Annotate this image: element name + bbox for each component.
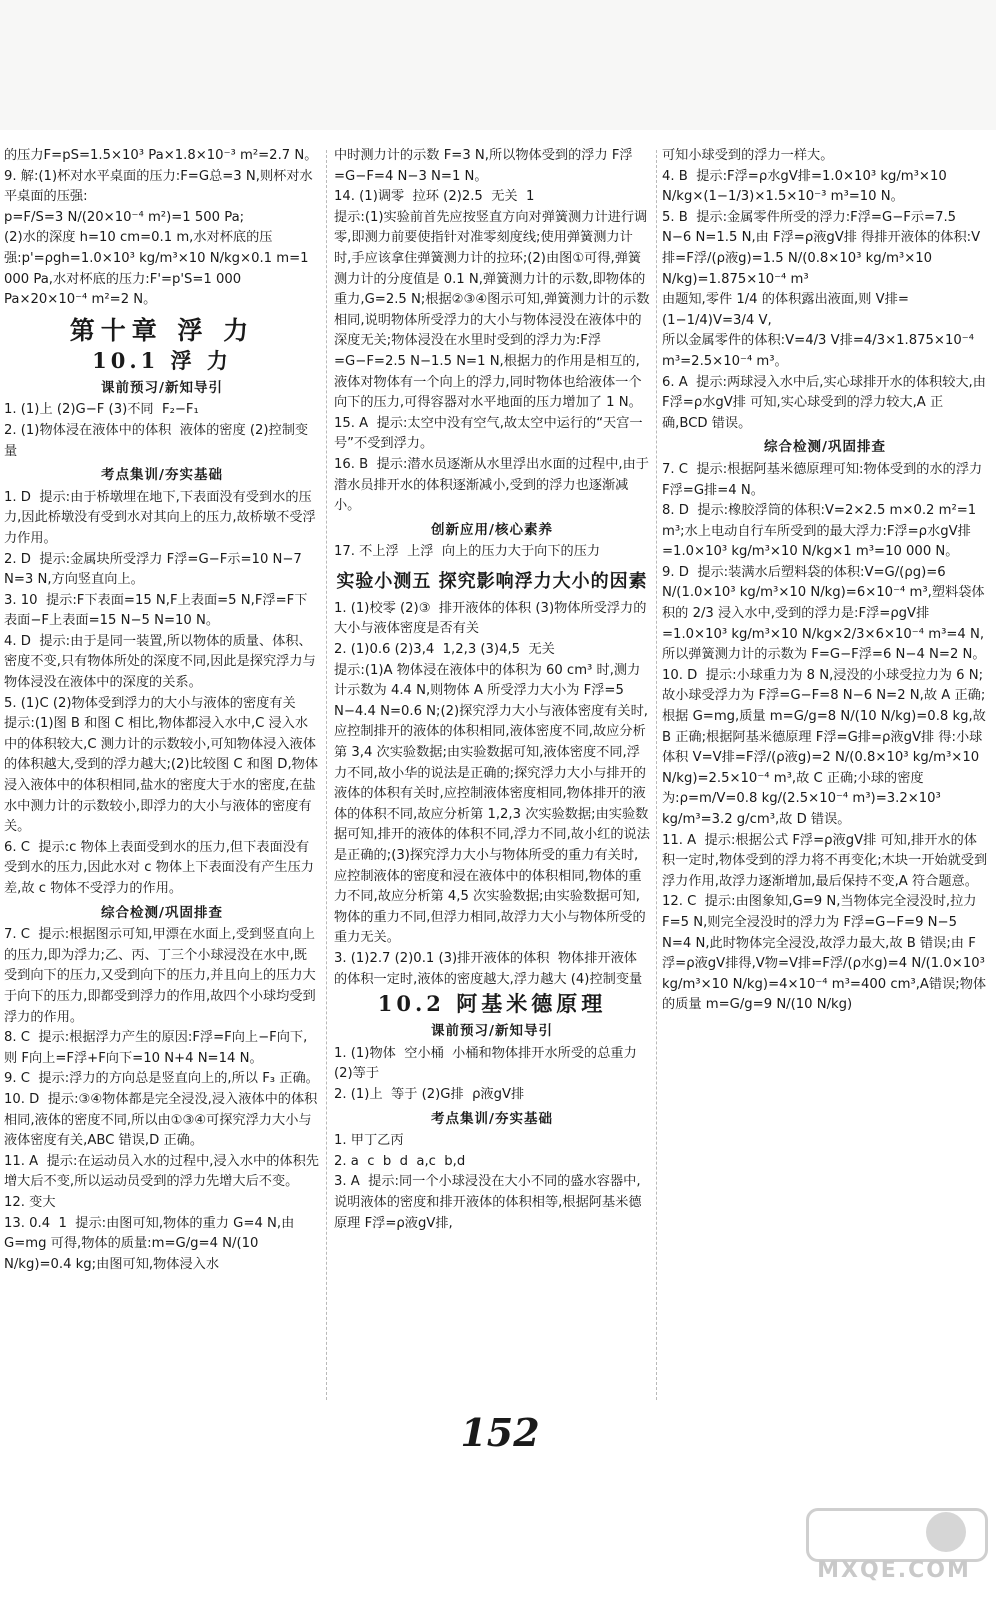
- answer-paragraph: 17. 不上浮 上浮 向上的压力大于向下的压力: [334, 544, 601, 560]
- section-title: 10.2 阿基米德原理: [377, 991, 607, 1017]
- subsection-heading: 综合检测/巩固排查: [764, 439, 886, 456]
- answer-paragraph: 1. (1)物体 空小桶 小桶和物体排开水所受的总重力 (2)等于: [334, 1045, 641, 1082]
- answer-paragraph: 3. A 提示:同一个小球浸没在大小不同的盛水容器中,说明液体的密度和排开液体的体积相等,根据阿基米德原理 F浮=ρ液gV排,: [334, 1174, 642, 1231]
- answer-paragraph: 中时测力计的示数 F=3 N,所以物体受到的浮力 F浮=G−F=4 N−3 N=1 N。: [334, 148, 633, 184]
- watermark-text: MXQE.COM: [817, 1558, 971, 1583]
- answer-paragraph: 所以金属零件的体积:V=4/3 V排=4/3×1.875×10⁻⁴ m³=2.5×10⁻⁴ m³。: [662, 333, 979, 369]
- answer-paragraph: 3. (1)2.7 (2)0.1 (3)排开液体的体积 物体排开液体的体积一定时,液体的密度越大,浮力越大 (4)控制变量: [334, 950, 643, 987]
- answer-paragraph: 12. C 提示:由图象知,G=9 N,当物体完全浸没时,拉力 F=5 N,则完全浸没时的浮力为 F浮=G−F=9 N−5 N=4 N,此时物体完全浸没,故浮力最大,故 B 错误;由 F浮=ρ液gV排得,V物=V排=F浮/(ρ水g)=4 N/(1.0×10³ kg/m³×10 N/kg)=4×10⁻⁴ m³=400 cm³,A错误;物体的质量 m=G/g=9 N/(10 N/kg): [662, 894, 990, 1013]
- subsection-heading: 综合检测/巩固排查: [101, 904, 223, 921]
- subsection-heading: 课前预习/新知导引: [101, 379, 223, 396]
- answer-paragraph: 9. 解:(1)杯对水平桌面的压力:F=G总=3 N,则杯对水平桌面的压强:: [4, 168, 313, 205]
- answer-paragraph: 5. (1)C (2)物体受到浮力的大小与液体的密度有关: [4, 695, 296, 711]
- answer-paragraph: 11. A 提示:在运动员入水的过程中,浸入水中的体积先增大后不变,所以运动员受到的浮力先增大后不变。: [4, 1153, 319, 1190]
- answer-paragraph: 2. (1)物体浸在液体中的体积 液体的密度 (2)控制变量: [4, 422, 309, 459]
- answer-paragraph: 10. D 提示:③④物体都是完全浸没,浸入液体中的体积相同,液体的密度不同,所以由①③④可探究浮力大小与液体密度有关,ABC 错误,D 正确。: [4, 1091, 318, 1149]
- experiment-title: 实验小测五 探究影响浮力大小的因素: [336, 570, 648, 592]
- answer-paragraph: 10. D 提示:小球重力为 8 N,浸没的小球受拉力为 6 N;故小球受浮力为 F浮=G−F=8 N−6 N=2 N,故 A 正确;根据 G=mg,质量 m=G/g=8 N/(10 N/kg)=0.8 kg,故 B 正确;根据阿基米德原理 F浮=G排=ρ液gV排 得:小球体积 V=V排=F浮/(ρ液g)=2 N/(0.8×10³ kg/m³×10 N/kg)=2.5×10⁻⁴ m³,故 C 正确;小球的密度为:ρ=m/V=0.8 kg/(2.5×10⁻⁴ m³)=3.2×10³ kg/m³=3.2 g/cm³,故 D 错误。: [662, 667, 991, 827]
- answer-paragraph: 4. B 提示:F浮=ρ水gV排=1.0×10³ kg/m³×10 N/kg×(1−1/3)×1.5×10⁻³ m³=10 N。: [662, 168, 951, 205]
- answer-column-middle: [334, 146, 650, 1406]
- answer-paragraph: 3. 10 提示:F下表面=15 N,F上表面=5 N,F浮=F下表面−F上表面=15 N−5 N=10 N。: [4, 592, 308, 629]
- answer-paragraph: 14. (1)调零 拉环 (2)2.5 无关 1: [334, 189, 535, 205]
- answer-paragraph: 2. a c b d a,c b,d: [334, 1153, 466, 1169]
- answer-paragraph: 6. A 提示:两球浸入水中后,实心球排开水的体积较大,由 F浮=ρ水gV排 可知,实心球受到的浮力较大,A 正确,BCD 错误。: [662, 374, 991, 431]
- answer-paragraph: 的压力F=pS=1.5×10³ Pa×1.8×10⁻³ m²=2.7 N。: [4, 148, 318, 163]
- answer-paragraph: (2)水的深度 h=10 cm=0.1 m,水对杯底的压强:p'=ρgh=1.0×10³ kg/m³×10 N/kg×0.1 m=1 000 Pa,水对杯底的压力:F'=p'S=1 000 Pa×20×10⁻⁴ m²=2 N。: [4, 230, 313, 308]
- answer-paragraph: 1. (1)校零 (2)③ 排开液体的体积 (3)物体所受浮力的大小与液体密度是否有关: [334, 600, 647, 637]
- answer-paragraph: 9. C 提示:浮力的方向总是竖直向上的,所以 F₃ 正确。: [4, 1071, 319, 1087]
- answer-paragraph: 1. (1)上 (2)G−F (3)不同 F₂−F₁: [4, 402, 199, 418]
- answer-paragraph: 2. (1)上 等于 (2)G排 ρ液gV排: [334, 1086, 525, 1102]
- answer-paragraph: 6. C 提示:c 物体上表面受到水的压力,但下表面没有受到水的压力,因此水对 c 物体上下表面没有产生压力差,故 c 物体不受浮力的作用。: [4, 839, 314, 896]
- subsection-heading: 创新应用/核心素养: [431, 521, 553, 538]
- subsection-heading: 考点集训/夯实基础: [101, 467, 223, 484]
- answer-paragraph: 1. D 提示:由于桥墩埋在地下,下表面没有受到水的压力,因此桥墩没有受到水对其向上的压力,故桥墩不受浮力作用。: [4, 489, 316, 546]
- chapter-title: 第十章 浮 力: [69, 315, 255, 345]
- column-divider: [656, 150, 657, 1400]
- subsection-heading: 考点集训/夯实基础: [431, 1110, 553, 1127]
- answer-paragraph: p=F/S=3 N/(20×10⁻⁴ m²)=1 500 Pa;: [4, 209, 245, 225]
- answer-column-left: [4, 146, 320, 1406]
- answer-paragraph: 15. A 提示:太空中没有空气,故太空中运行的“天宫一号”不受到浮力。: [334, 415, 643, 452]
- watermark-logo: [800, 1508, 988, 1588]
- answer-paragraph: 提示:(1)图 B 和图 C 相比,物体都浸入水中,C 浸入水中的体积较大,C 测力计的示数较小,可知物体浸入液体的体积越大,受到的浮力越大;(2)比较图 C 和图 D,物体浸入液体中的体积相同,盐水的密度大于水的密度,在盐水中测力计的示数较小,即浮力的大小与液体的密度有关。: [4, 716, 319, 835]
- answer-paragraph: 13. 0.4 1 提示:由图可知,物体的重力 G=4 N,由 G=mg 可得,物体的质量:m=G/g=4 N/(10 N/kg)=0.4 kg;由图可知,物体浸入水: [4, 1215, 299, 1272]
- answer-paragraph: 可知小球受到的浮力一样大。: [662, 148, 834, 163]
- watermark-circle: [926, 1512, 966, 1552]
- answer-paragraph: 7. C 提示:根据阿基米德原理可知:物体受到的水的浮力 F浮=G排=4 N。: [662, 461, 987, 498]
- answer-paragraph: 5. B 提示:金属零件所受的浮力:F浮=G−F示=7.5 N−6 N=1.5 N,由 F浮=ρ液gV排 得排开液体的体积:V排=F浮/(ρ液g)=1.5 N/(0.8×10³ kg/m³×10 N/kg)=1.875×10⁻⁴ m³: [662, 209, 981, 287]
- answer-paragraph: 2. D 提示:金属块所受浮力 F浮=G−F示=10 N−7 N=3 N,方向竖直向上。: [4, 551, 307, 588]
- page-number: 152: [460, 1410, 540, 1455]
- answer-paragraph: 1. 甲丁乙丙: [334, 1133, 404, 1149]
- answer-paragraph: 12. 变大: [4, 1194, 56, 1210]
- answer-paragraph: 11. A 提示:根据公式 F浮=ρ液gV排 可知,排开水的体积一定时,物体受到的浮力将不再变化;木块一开始就受到浮力作用,故浮力逐渐增加,最后保持不变,A 符合题意。: [662, 832, 988, 889]
- section-title: 10.1 浮 力: [92, 347, 232, 373]
- column-divider: [326, 150, 327, 1400]
- answer-paragraph: 4. D 提示:由于是同一装置,所以物体的质量、体积、密度不变,只有物体所处的深度不同,因此是探究浮力与物体浸没在液体中的深度的关系。: [4, 633, 316, 691]
- subsection-heading: 课前预习/新知导引: [431, 1023, 553, 1040]
- answer-paragraph: 由题知,零件 1/4 的体积露出液面,则 V排=(1−1/4)V=3/4 V,: [662, 292, 909, 328]
- answer-paragraph: 8. C 提示:根据浮力产生的原因:F浮=F向上−F向下,则 F向上=F浮+F向下=10 N+4 N=14 N。: [4, 1030, 308, 1066]
- answer-paragraph: 2. (1)0.6 (2)3,4 1,2,3 (3)4,5 无关: [334, 642, 555, 658]
- page-header-strip: [0, 0, 996, 130]
- answer-paragraph: 提示:(1)实验前首先应按竖直方向对弹簧测力计进行调零,即测力前要使指针对准零刻度线;使用弹簧测力计时,手应该拿住弹簧测力计的拉环;(2)由图①可得,弹簧测力计的分度值是 0.1 N,弹簧测力计的示数,即物体的重力,G=2.5 N;根据②③④图示可知,弹簧测力计的示数相同,说明物体所受浮力的大小与物体浸没在液体中的深度无关;物体浸没在水里时受到的浮力为:F浮=G−F=2.5 N−1.5 N=1 N,根据力的作用是相互的,液体对物体有一个向上的浮力,同时物体也给液体一个向下的压力,可得容器对水平地面的压力增加了 1 N。: [334, 209, 650, 411]
- answer-paragraph: 提示:(1)A 物体浸在液体中的体积为 60 cm³ 时,测力计示数为 4.4 N,则物体 A 所受浮力大小为 F浮=5 N−4.4 N=0.6 N;(2)探究浮力大小与液体密度有关时,应控制排开的液体的体积相同,液体密度不同,故应分析第 3,4 次实验数据;由实验数据可知,液体密度不同,浮力不同,故小华的说法是正确的;探究浮力大小与排开的液体的体积有关时,应控制液体密度相同,物体排开的液体的体积不同,故应分析第 1,2,3 次实验数据;由实验数据可知,排开的液体的体积不同,浮力不同,故小红的说法是正确的;(3)探究浮力大小与物体所受的重力有关时,应控制液体的密度和浸在液体中的体积相同,物体的重力不同,故应分析第 4,5 次实验数据;由实验数据可知,物体的重力不同,但浮力相同,故浮力大小与物体所受的重力无关。: [334, 662, 650, 946]
- answer-paragraph: 8. D 提示:橡胶浮筒的体积:V=2×2.5 m×0.2 m²=1 m³;水上电动自行车所受到的最大浮力:F浮=ρ水gV排=1.0×10³ kg/m³×10 N/kg×1 m³=10 000 N。: [662, 503, 981, 560]
- answer-column-right: [662, 146, 991, 1406]
- answer-paragraph: 16. B 提示:潜水员逐渐从水里浮出水面的过程中,由于潜水员排开水的体积逐渐减小,受到的浮力也逐渐减小。: [334, 456, 649, 514]
- answer-paragraph: 7. C 提示:根据图示可知,甲漂在水面上,受到竖直向上的压力,即为浮力;乙、丙、丁三个小球浸没在水中,既受到向下的压力,又受到向下的压力,并且向上的压力大于向下的压力,即都受到浮力的作用,故四个小球均受到浮力的作用。: [4, 927, 316, 1025]
- answer-paragraph: 9. D 提示:装满水后塑料袋的体积:V=G/(ρg)=6 N/(1.0×10³ kg/m³×10 N/kg)=6×10⁻⁴ m³,塑料袋体积的 2/3 浸入水中,受到的浮力是:F浮=ρgV排=1.0×10³ kg/m³×10 N/kg×2/3×6×10⁻⁴ m³=4 N,所以弹簧测力计的示数为 F=G−F浮=6 N−4 N=2 N。: [662, 564, 986, 663]
